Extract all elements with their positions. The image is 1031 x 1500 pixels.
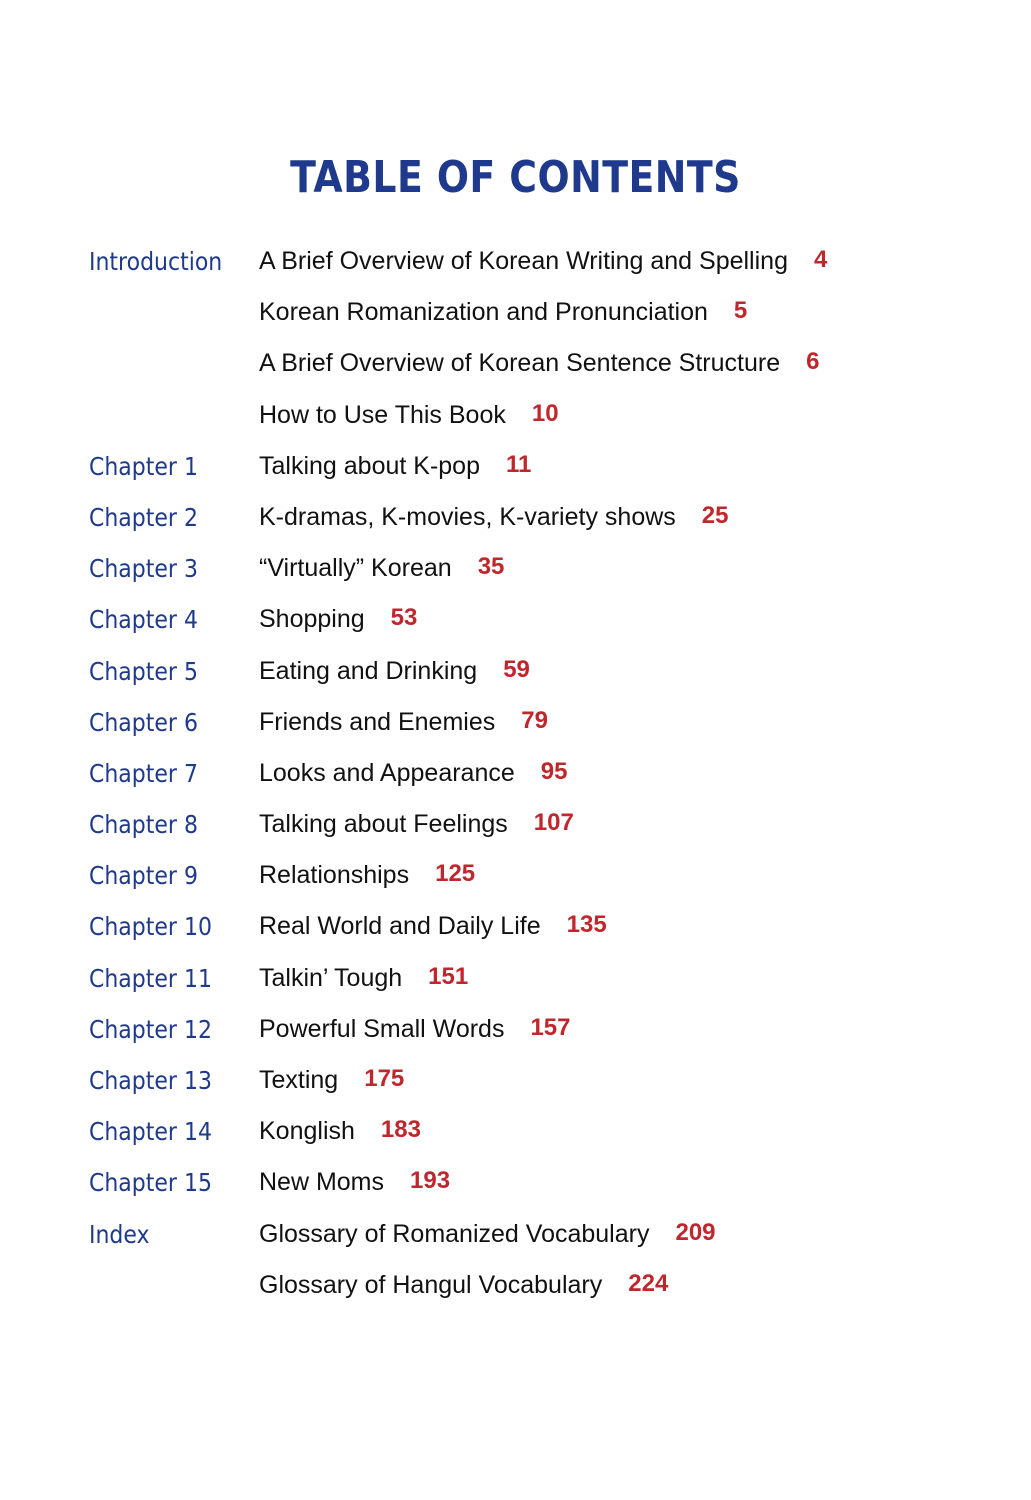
page-number: 6 bbox=[806, 348, 820, 376]
section-label: Chapter 9 bbox=[89, 861, 198, 891]
section-label: Chapter 8 bbox=[89, 810, 198, 840]
toc-entry[interactable] bbox=[259, 298, 747, 327]
page-number: 95 bbox=[540, 757, 568, 785]
entry-title: Powerful Small Words bbox=[259, 1014, 505, 1043]
entry-title: Texting bbox=[259, 1066, 339, 1094]
toc-row bbox=[0, 339, 1031, 390]
section-label: Chapter 15 bbox=[89, 1168, 212, 1198]
table-of-contents bbox=[0, 237, 1031, 1312]
section-label: Introduction bbox=[89, 247, 223, 276]
page-number: 107 bbox=[533, 809, 574, 837]
toc-row bbox=[0, 698, 1031, 749]
entry-title: Real World and Daily Life bbox=[259, 912, 541, 941]
page-number: 5 bbox=[733, 297, 748, 325]
toc-row bbox=[0, 595, 1031, 646]
toc-entry[interactable] bbox=[259, 1015, 571, 1044]
page-number: 151 bbox=[428, 962, 469, 990]
entry-title: Konglish bbox=[259, 1117, 355, 1146]
page-number: 4 bbox=[813, 246, 828, 273]
toc-entry[interactable] bbox=[259, 759, 567, 788]
toc-row bbox=[0, 1210, 1031, 1261]
entry-title: Talking about K-pop bbox=[259, 451, 480, 480]
page-number: 11 bbox=[505, 450, 532, 478]
toc-row bbox=[0, 800, 1031, 851]
toc-entry[interactable] bbox=[259, 1168, 450, 1197]
entry-title: New Moms bbox=[259, 1168, 385, 1197]
toc-entry[interactable] bbox=[259, 708, 548, 737]
toc-row bbox=[0, 391, 1031, 442]
page-number: 79 bbox=[521, 706, 548, 734]
section-label: Chapter 5 bbox=[89, 656, 198, 686]
page-title: TABLE OF CONTENTS bbox=[290, 152, 741, 203]
page-number: 224 bbox=[628, 1269, 669, 1297]
toc-row bbox=[0, 902, 1031, 953]
entry-title: Glossary of Hangul Vocabulary bbox=[259, 1270, 603, 1299]
toc-row bbox=[0, 954, 1031, 1005]
toc-entry[interactable] bbox=[259, 349, 819, 378]
section-label: Chapter 14 bbox=[89, 1117, 212, 1147]
entry-title: A Brief Overview of Korean Sentence Structure bbox=[259, 349, 781, 378]
toc-entry[interactable] bbox=[259, 554, 504, 583]
toc-row bbox=[0, 442, 1031, 493]
page-number: 135 bbox=[566, 911, 607, 939]
toc-entry[interactable] bbox=[259, 1117, 421, 1146]
toc-row bbox=[0, 544, 1031, 595]
section-label: Chapter 4 bbox=[89, 605, 198, 635]
toc-entry[interactable] bbox=[259, 503, 728, 532]
toc-entry[interactable] bbox=[259, 452, 531, 481]
toc-entry[interactable] bbox=[259, 1066, 404, 1095]
toc-entry[interactable] bbox=[259, 1271, 668, 1300]
toc-row bbox=[0, 851, 1031, 902]
toc-entry[interactable] bbox=[259, 861, 475, 890]
toc-row bbox=[0, 1158, 1031, 1209]
entry-title: How to Use This Book bbox=[259, 400, 506, 429]
toc-entry[interactable] bbox=[259, 247, 827, 276]
page-number: 125 bbox=[435, 860, 476, 888]
section-label: Index bbox=[89, 1219, 150, 1249]
toc-row bbox=[0, 1005, 1031, 1056]
section-label: Chapter 10 bbox=[89, 912, 212, 942]
toc-entry[interactable] bbox=[259, 657, 530, 686]
page-number: 175 bbox=[364, 1065, 405, 1092]
page-number: 157 bbox=[530, 1013, 571, 1041]
entry-title: Friends and Enemies bbox=[259, 707, 496, 736]
toc-entry[interactable] bbox=[259, 401, 559, 430]
entry-title: Talking about Feelings bbox=[259, 810, 508, 839]
toc-row bbox=[0, 749, 1031, 800]
section-label: Chapter 7 bbox=[89, 758, 198, 788]
entry-title: A Brief Overview of Korean Writing and Spelling bbox=[259, 247, 788, 275]
entry-title: Looks and Appearance bbox=[259, 758, 515, 787]
entry-title: “Virtually” Korean bbox=[259, 554, 452, 583]
page-number: 25 bbox=[701, 501, 729, 529]
section-label: Chapter 3 bbox=[89, 554, 198, 584]
page-number: 53 bbox=[390, 604, 418, 632]
entry-title: Relationships bbox=[259, 861, 410, 890]
toc-row bbox=[0, 1056, 1031, 1107]
entry-title: Talkin’ Tough bbox=[259, 963, 403, 992]
page-number: 209 bbox=[675, 1218, 716, 1246]
section-label: Chapter 1 bbox=[89, 451, 198, 481]
toc-row bbox=[0, 237, 1031, 288]
entry-title: Korean Romanization and Pronunciation bbox=[259, 298, 708, 327]
section-label: Chapter 11 bbox=[89, 963, 212, 993]
page-number: 35 bbox=[477, 553, 505, 581]
section-label: Chapter 13 bbox=[89, 1066, 212, 1095]
page-number: 10 bbox=[531, 399, 559, 427]
entry-title: Glossary of Romanized Vocabulary bbox=[259, 1219, 650, 1248]
section-label: Chapter 12 bbox=[89, 1014, 212, 1044]
toc-entry[interactable] bbox=[259, 912, 607, 941]
entry-title: Eating and Drinking bbox=[259, 656, 478, 685]
toc-row bbox=[0, 493, 1031, 544]
toc-row bbox=[0, 1261, 1031, 1312]
toc-entry[interactable] bbox=[259, 1220, 716, 1249]
toc-entry[interactable] bbox=[259, 964, 468, 993]
page-number: 193 bbox=[410, 1167, 451, 1195]
toc-entry[interactable] bbox=[259, 810, 574, 839]
section-label: Chapter 2 bbox=[89, 502, 198, 532]
toc-entry[interactable] bbox=[259, 605, 417, 634]
section-label: Chapter 6 bbox=[89, 707, 198, 737]
page-number: 59 bbox=[503, 655, 530, 683]
toc-row bbox=[0, 647, 1031, 698]
toc-row bbox=[0, 288, 1031, 339]
page-number: 183 bbox=[380, 1116, 421, 1144]
entry-title: K-dramas, K-movies, K-variety shows bbox=[259, 502, 676, 531]
entry-title: Shopping bbox=[259, 605, 365, 634]
toc-row bbox=[0, 1107, 1031, 1158]
